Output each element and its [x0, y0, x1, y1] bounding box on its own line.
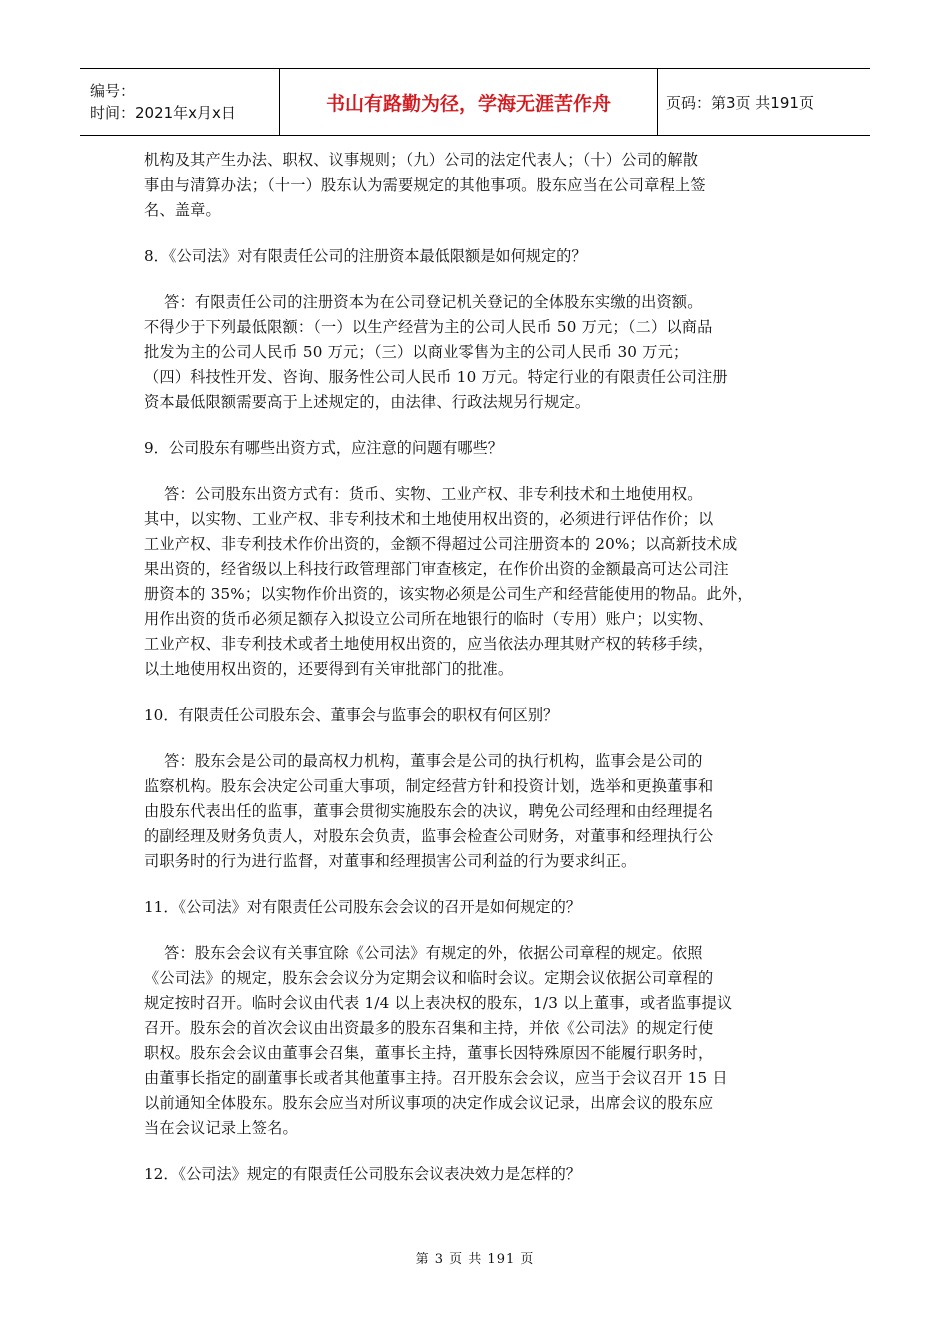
- text-line: （四）科技性开发、咨询、服务性公司人民币 10 万元。特定行业的有限责任公司注册: [144, 368, 728, 386]
- text-line: 职权。股东会会议由董事会召集，董事长主持，董事长因特殊原因不能履行职务时，: [144, 1044, 714, 1062]
- text-line: 《公司法》的规定，股东会会议分为定期会议和临时会议。定期会议依据公司章程的: [144, 969, 714, 987]
- text-line: 资本最低限额需要高于上述规定的，由法律、行政法规另行规定。: [144, 393, 591, 411]
- header-motto: [280, 69, 658, 135]
- document-date-label: 时间：2021年x月x日: [90, 104, 236, 122]
- text-line: 批发为主的公司人民币 50 万元；（三）以商业零售为主的公司人民币 30 万元；: [144, 343, 689, 361]
- text-line: 其中，以实物、工业产权、非专利技术和土地使用权出资的，必须进行评估作价；以: [144, 510, 714, 528]
- page-footer: [0, 1248, 950, 1267]
- question-8: 8．《公司法》对有限责任公司的注册资本最低限额是如何规定的？: [144, 247, 587, 265]
- text-line: 不得少于下列最低限额：（一）以生产经营为主的公司人民币 50 万元；（二）以商品: [144, 318, 713, 336]
- text-line: 答：有限责任公司的注册资本为在公司登记机关登记的全体股东实缴的出资额。: [144, 293, 703, 311]
- text-line: 司职务时的行为进行监督，对董事和经理损害公司利益的行为要求纠正。: [144, 852, 637, 870]
- header-meta: [80, 69, 280, 135]
- question-11: 11．《公司法》对有限责任公司股东会会议的召开是如何规定的？: [144, 898, 581, 916]
- document-body: [144, 148, 812, 1187]
- motto-text: 书山有路勤为径，学海无涯苦作舟: [325, 92, 611, 115]
- answer-11: [144, 941, 812, 1141]
- text-line: 答：公司股东出资方式有：货币、实物、工业产权、非专利技术和土地使用权。: [144, 485, 703, 503]
- text-line: 名、盖章。: [144, 201, 221, 219]
- answer-9: [144, 482, 812, 682]
- text-line: 工业产权、非专利技术或者土地使用权出资的，应当依法办理其财产权的转移手续，: [144, 635, 714, 653]
- text-line: 册资本的 35%；以实物作价出资的，该实物必须是公司生产和经营能使用的物品。此外，: [144, 585, 753, 603]
- question-9: 9．公司股东有哪些出资方式，应注意的问题有哪些？: [144, 439, 503, 457]
- text-line: 规定按时召开。临时会议由代表 1/4 以上表决权的股东，1/3 以上董事，或者监事提议: [144, 994, 733, 1012]
- text-line: 由董事长指定的副董事长或者其他董事主持。召开股东会会议，应当于会议召开 15 日: [144, 1069, 728, 1087]
- text-line: 工业产权、非专利技术作价出资的，金额不得超过公司注册资本的 20%；以高新技术成: [144, 535, 738, 553]
- text-line: 由股东代表出任的监事，董事会贯彻实施股东会的决议，聘免公司经理和由经理提名: [144, 802, 714, 820]
- text-line: 答：股东会是公司的最高权力机构，董事会是公司的执行机构，监事会是公司的: [144, 752, 703, 770]
- text-line: 召开。股东会的首次会议由出资最多的股东召集和主持，并依《公司法》的规定行使: [144, 1019, 714, 1037]
- answer-8: [144, 290, 812, 415]
- page-header: [80, 68, 870, 136]
- text-line: 果出资的，经省级以上科技行政管理部门审查核定，在作价出资的金额最高可达公司注: [144, 560, 729, 578]
- text-line: 以土地使用权出资的，还要得到有关审批部门的批准。: [144, 660, 514, 678]
- text-line: 答：股东会会议有关事宜除《公司法》有规定的外，依据公司章程的规定。依照: [144, 944, 703, 962]
- text-line: 机构及其产生办法、职权、议事规则；（九）公司的法定代表人；（十）公司的解散: [144, 151, 699, 169]
- header-page-info: [658, 69, 870, 135]
- answer-10: [144, 749, 812, 874]
- text-line: 当在会议记录上签名。: [144, 1119, 298, 1137]
- question-10: 10．有限责任公司股东会、董事会与监事会的职权有何区别？: [144, 706, 559, 724]
- document-number-label: 编号：: [90, 82, 136, 100]
- page-number-label: 页码：第3页 共191页: [666, 93, 814, 112]
- continuation-paragraph: [144, 148, 812, 223]
- text-line: 的副经理及财务负责人，对股东会负责，监事会检查公司财务，对董事和经理执行公: [144, 827, 714, 845]
- text-line: 事由与清算办法；（十一）股东认为需要规定的其他事项。股东应当在公司章程上签: [144, 176, 706, 194]
- text-line: 以前通知全体股东。股东会应当对所议事项的决定作成会议记录，出席会议的股东应: [144, 1094, 714, 1112]
- text-line: 监察机构。股东会决定公司重大事项，制定经营方针和投资计划，选举和更换董事和: [144, 777, 714, 795]
- footer-page-number: 第 3 页 共 191 页: [415, 1252, 535, 1267]
- text-line: 用作出资的货币必须足额存入拟设立公司所在地银行的临时（专用）账户；以实物、: [144, 610, 714, 628]
- question-12: 12．《公司法》规定的有限责任公司股东会议表决效力是怎样的？: [144, 1165, 581, 1183]
